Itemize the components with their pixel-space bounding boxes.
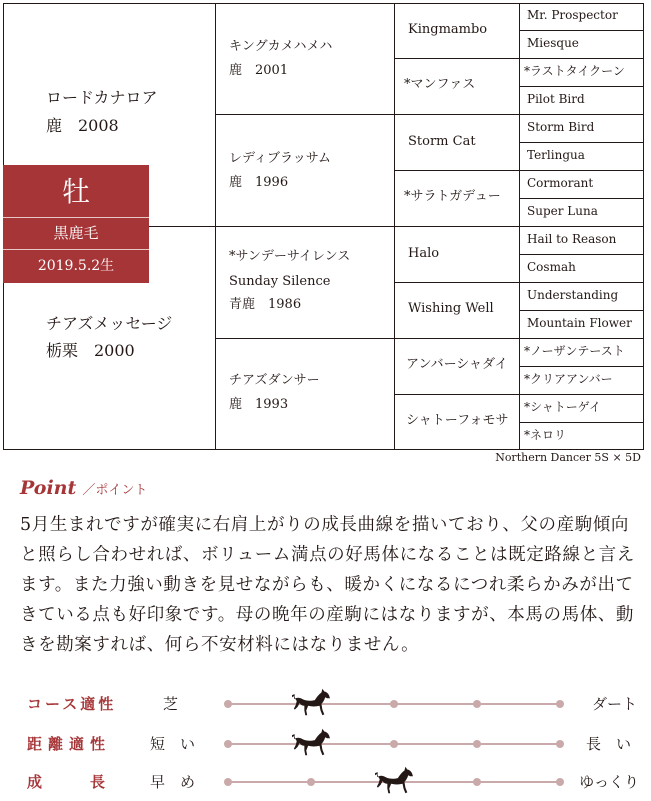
divider-gen4: [519, 338, 644, 339]
gen3-entry: *マンファス: [404, 77, 476, 92]
gen4-entry: Hail to Reason: [527, 232, 617, 246]
divider-gen4: [519, 142, 644, 143]
scale-row-distance: [0, 728, 651, 758]
gen3-entry: アンバーシャダイ: [406, 357, 508, 372]
gen4-entry: Cormorant: [527, 176, 594, 190]
dam-name: チアズメッセージ: [46, 314, 173, 333]
scale-dot: [473, 740, 481, 748]
divider-gen3: [394, 114, 519, 115]
gen4-entry: *ネロリ: [524, 428, 567, 442]
divider-gen1: [149, 226, 215, 227]
gen4-entry: Super Luna: [527, 204, 598, 218]
scale-dot: [307, 778, 315, 786]
point-title-ja: ポイント: [95, 483, 148, 498]
gen4-entry: *クリアアンバー: [524, 372, 613, 386]
divider-gen4: [519, 86, 644, 87]
scale-dot: [556, 740, 564, 748]
dam-dam-name: チアズダンサー: [229, 373, 320, 388]
gen4-entry: Understanding: [527, 288, 619, 302]
horse-sex: 牡: [3, 165, 149, 218]
sire-sire-name: キングカメハメハ: [229, 39, 333, 54]
scale-row-course: [0, 688, 651, 718]
sire-sire-color-year: 鹿 2001: [229, 63, 289, 78]
scale-dot: [473, 778, 481, 786]
gen3-entry: *サラトガデュー: [404, 189, 501, 204]
horse-coat: 黒鹿毛: [3, 218, 149, 250]
sire-dam-name: レディブラッサム: [229, 151, 332, 166]
gen3-entry: シャトーフォモサ: [406, 413, 509, 428]
scale-dot: [224, 778, 232, 786]
frame-left-top: [3, 3, 4, 165]
scale-dot: [556, 778, 564, 786]
divider-gen4: [519, 198, 644, 199]
gen4-entry: Cosmah: [527, 260, 576, 274]
scale-right-label: 長 い: [585, 735, 631, 753]
divider-gen3: [394, 58, 519, 59]
divider-gen2-c: [215, 338, 394, 339]
divider-gen4: [519, 226, 644, 227]
divider-gen3: [394, 282, 519, 283]
gen3-entry: Kingmambo: [408, 22, 488, 37]
divider-gen4: [519, 366, 644, 367]
sire-name: ロードカナロア: [46, 88, 158, 107]
point-title-en: Point: [20, 477, 77, 499]
divider-gen3: [394, 394, 519, 395]
frame-bottom: [3, 449, 644, 450]
gen4-entry: Miesque: [527, 36, 579, 50]
horse-marker-icon: [292, 725, 330, 759]
scale-label: 距離適性: [27, 735, 112, 753]
scale-dot: [224, 700, 232, 708]
dam-sire-name-ja: *サンデーサイレンス: [229, 249, 351, 264]
divider-gen4: [519, 310, 644, 311]
scale-dot: [390, 700, 398, 708]
divider-gen2-b: [215, 226, 394, 227]
sire-dam-color-year: 鹿 1996: [229, 175, 289, 190]
divider-gen4: [519, 170, 644, 171]
scale-dot: [390, 740, 398, 748]
divider-gen4: [519, 30, 644, 31]
gen4-entry: Mountain Flower: [527, 316, 632, 330]
divider-gen4: [519, 114, 644, 115]
scale-dot: [473, 700, 481, 708]
horse-marker-icon: [292, 685, 330, 719]
scale-left-label: 芝: [163, 695, 179, 713]
inbreeding-note: Northern Dancer 5S × 5D: [495, 451, 641, 464]
horse-birthdate: 2019.5.2生: [37, 258, 115, 274]
scale-label: コース適性: [27, 695, 117, 713]
gen4-entry: *シャトーゲイ: [524, 400, 601, 414]
gen3-entry: Storm Cat: [408, 134, 476, 149]
scale-row-growth: [0, 766, 651, 796]
dam-dam-color-year: 鹿 1993: [229, 397, 289, 412]
dam-color-year: 栃栗 2000: [46, 341, 135, 360]
divider-gen4: [519, 394, 644, 395]
frame-top: [3, 3, 644, 4]
gen4-entry: *ラストタイクーン: [524, 64, 625, 78]
dam-sire-color-year: 青鹿 1986: [229, 297, 302, 312]
gen4-entry: Mr. Prospector: [527, 8, 618, 22]
scale-dot: [556, 700, 564, 708]
point-heading: [20, 477, 147, 499]
scale-right-label: ゆっくり: [579, 773, 639, 791]
divider-gen4: [519, 282, 644, 283]
scale-label: 成 長: [27, 773, 112, 791]
divider-gen3: [394, 170, 519, 171]
scale-right-label: ダート: [591, 695, 637, 713]
divider-gen3: [394, 226, 519, 227]
gen4-entry: Pilot Bird: [527, 92, 585, 106]
gen3-entry: Halo: [408, 246, 440, 261]
scale-dot: [224, 740, 232, 748]
sire-color-year: 鹿 2008: [46, 116, 119, 135]
scale-left-label: 早 め: [150, 773, 196, 791]
point-body: 5月生まれですが確実に右肩上がりの成長曲線を描いており、父の産駒傾向と照らし合わせれば、ボリューム満点の好馬体になることは既定路線と言えます。また力強い動きを見せながらも、暖かくになるにつれ柔らかみが出てきている点も好印象です。母の晩年の産駒にはなりますが、本馬の馬体、動きを勘案すれば、何ら不安材料にはなりません。: [20, 515, 635, 655]
scale-left-label: 短 い: [150, 735, 196, 753]
dam-sire-name-en: Sunday Silence: [229, 274, 331, 289]
divider-gen2-a: [215, 114, 394, 115]
gen4-entry: Storm Bird: [527, 120, 595, 134]
divider-gen4: [519, 58, 644, 59]
divider-gen4: [519, 422, 644, 423]
horse-badge: [3, 165, 149, 283]
gen4-entry: *ノーザンテースト: [524, 344, 625, 358]
point-title-sep: ／: [82, 483, 96, 498]
frame-left-bottom: [3, 283, 4, 450]
gen3-entry: Wishing Well: [408, 301, 494, 316]
horse-marker-icon: [375, 763, 413, 797]
divider-gen3: [394, 338, 519, 339]
gen4-entry: Terlingua: [527, 148, 585, 162]
divider-gen4: [519, 254, 644, 255]
